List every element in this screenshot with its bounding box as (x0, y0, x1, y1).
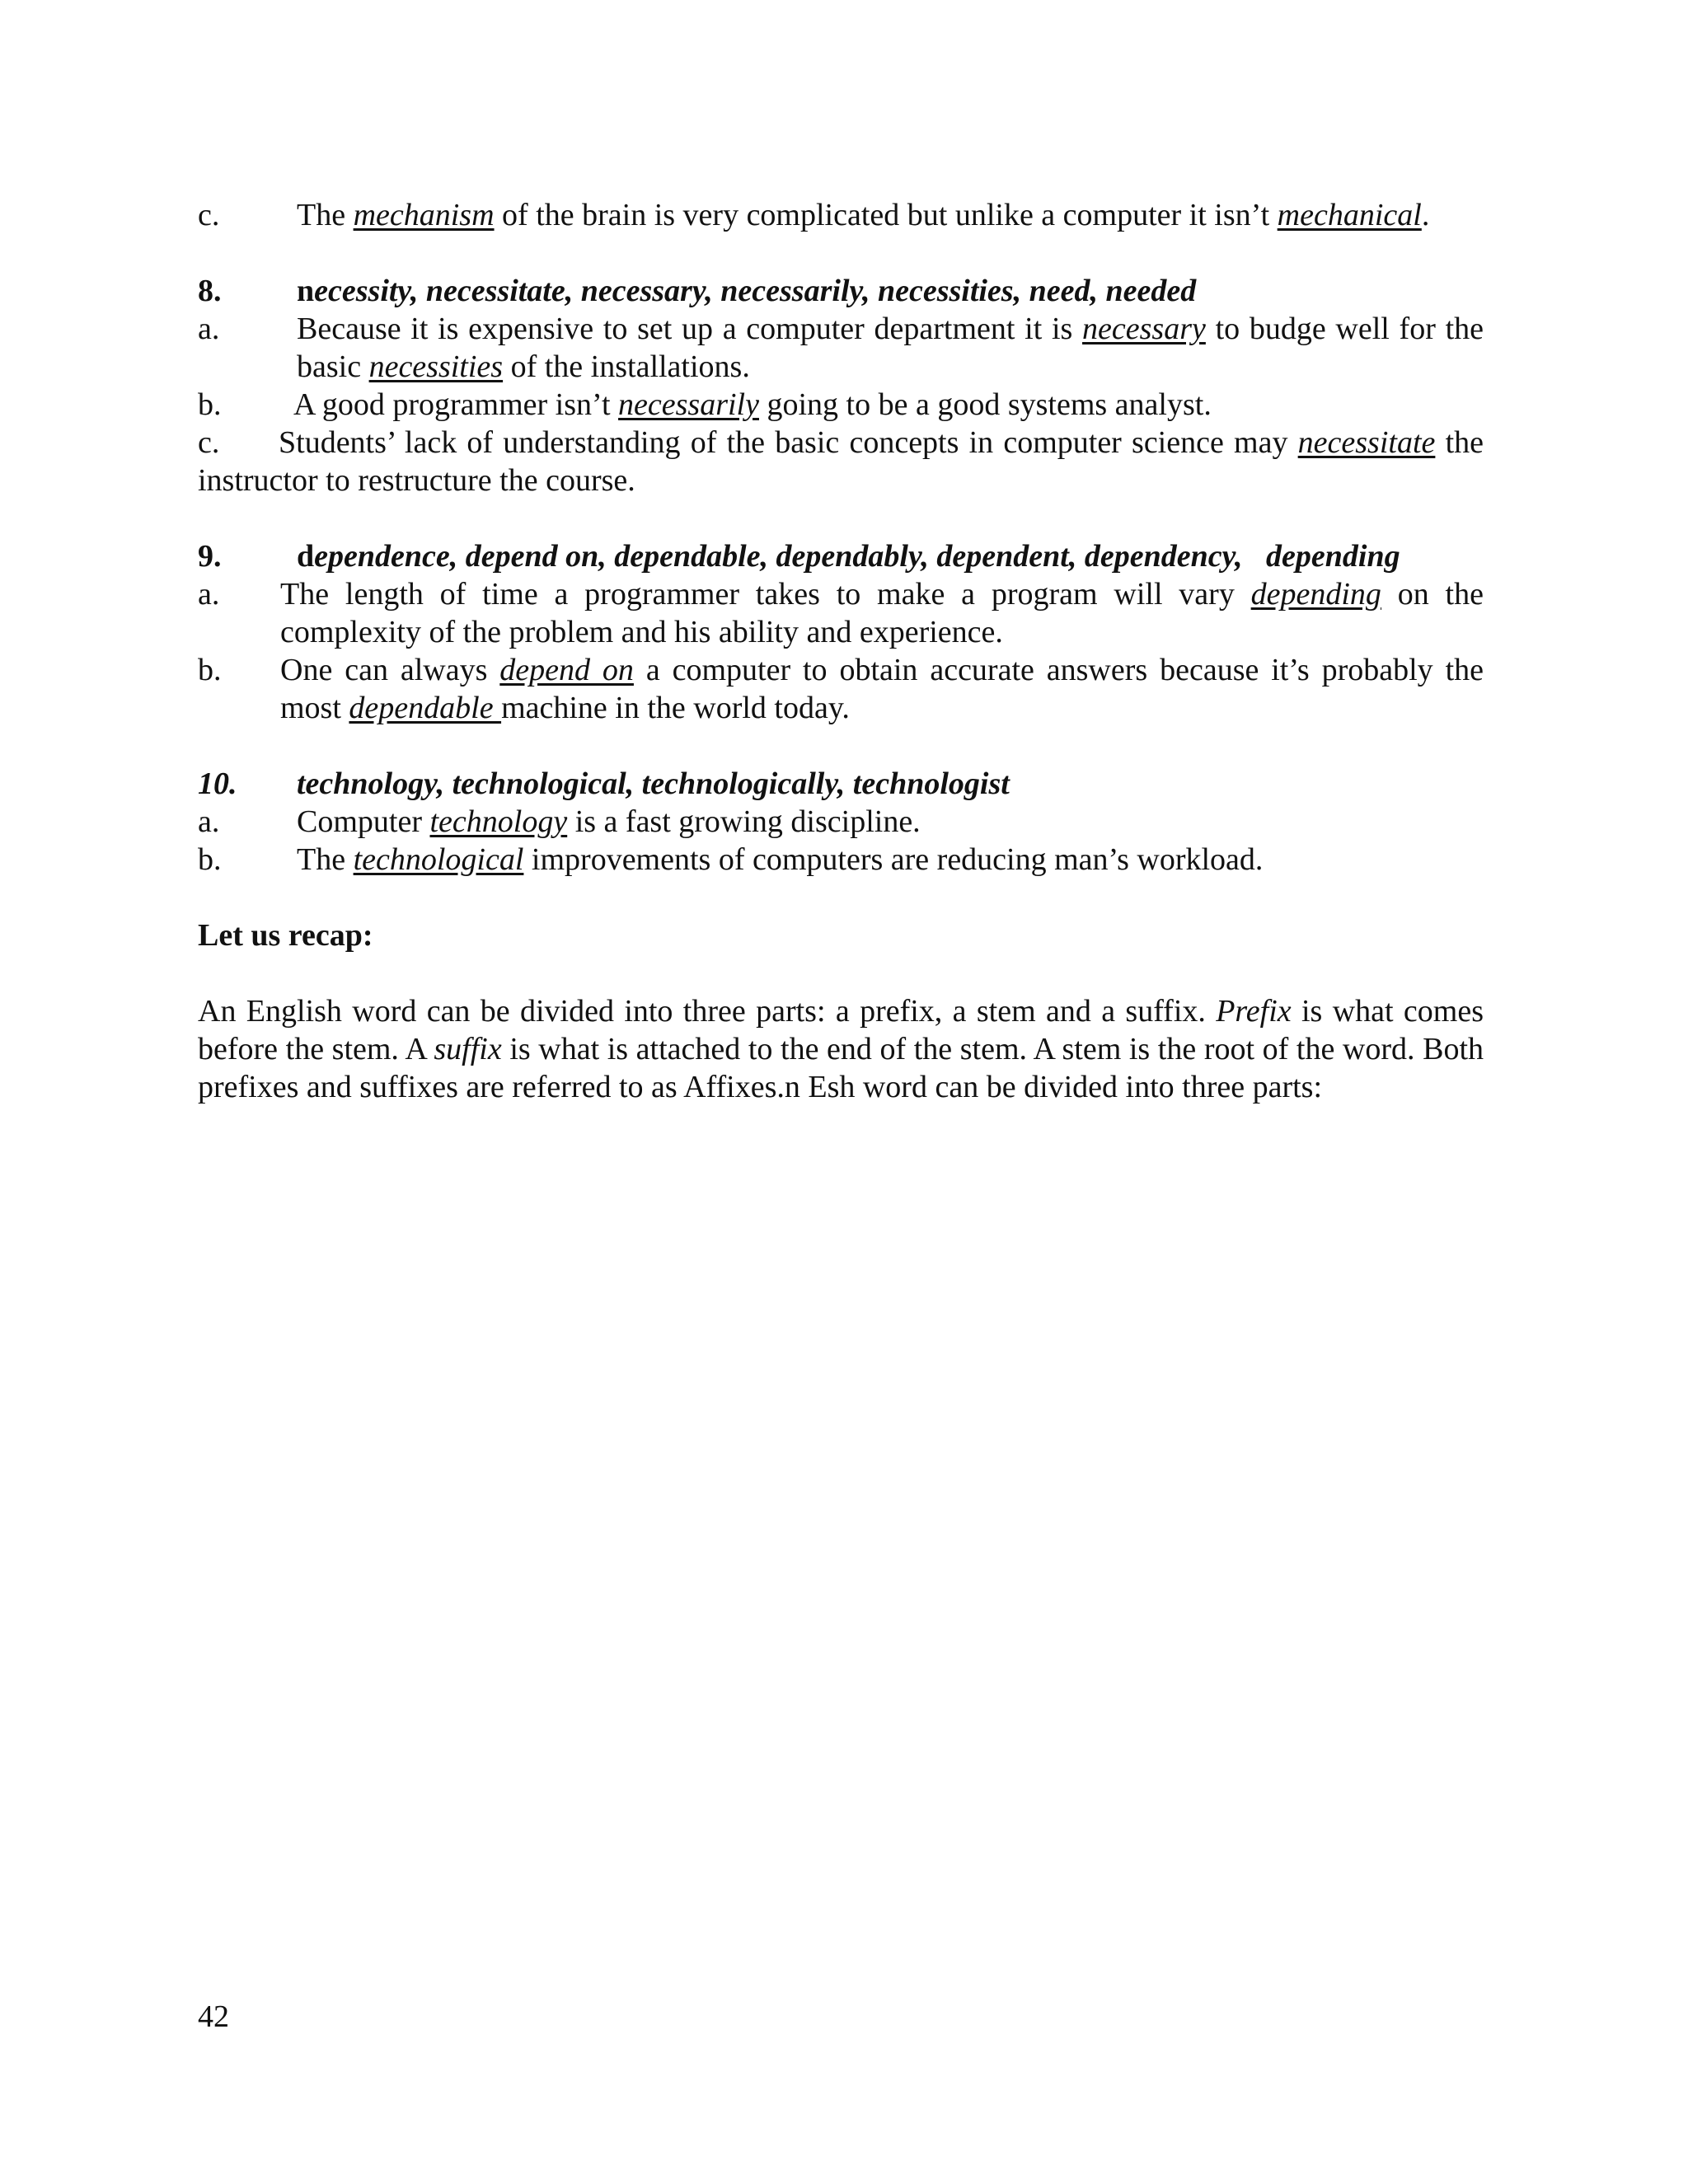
recap-heading: Let us recap: (198, 918, 373, 953)
exercise-10b: b. The technological improvements of computers are reducing man’s workload. (198, 842, 1264, 877)
item-label: b. (198, 653, 222, 687)
answer-word: necessities (368, 349, 504, 384)
exercise-10a: a. Computer technology is a fast growing discipline. (198, 804, 921, 839)
answer-word: depending (1250, 577, 1381, 612)
section-number: 8. (198, 274, 222, 308)
page-number: 42 (198, 1999, 229, 2034)
exercise-7c: c. The mechanism of the brain is very complicated but unlike a computer it isn’t mechanical. (198, 198, 1430, 232)
answer-word: mechanical (1277, 198, 1422, 232)
answer-word: depend on (499, 653, 634, 687)
item-label: a. (198, 804, 220, 839)
item-label: a. (198, 312, 220, 346)
item-label: c. (198, 198, 220, 232)
recap-paragraph: An English word can be divided into three parts: a prefix, a stem and a suffix. Prefix is what comes before the stem. A suffix is what is attached to the end of the stem. A stem is the root of the word. Both prefixes and suffixes are referred to as Affixes.n Esh word can be divided into three parts: (198, 994, 1484, 1104)
answer-word: dependable (349, 691, 502, 725)
exercise-9b: b. One can always depend on a computer to obtain accurate answers because it’s probably the most dependable machine in the world today. (198, 653, 1484, 725)
exercise-8c: c. Students’ lack of understanding of the basic concepts in computer science may necessitate the instructor to restructure the course. (198, 425, 1484, 498)
section-number: 9. (198, 539, 222, 574)
item-label: b. (198, 387, 222, 422)
answer-word: necessary (1082, 312, 1206, 346)
section-8-heading: 8. necessity, necessitate, necessary, necessarily, necessities, need, needed (198, 274, 1197, 308)
answer-word: necessitate (1297, 425, 1436, 460)
exercise-8b: b. A good programmer isn’t necessarily going to be a good systems analyst. (198, 387, 1212, 422)
answer-word: necessarily (618, 387, 759, 422)
answer-word: technology (429, 804, 568, 839)
page-content (198, 196, 1484, 1106)
section-10-heading: 10. technology, technological, technologically, technologist (198, 766, 1010, 801)
answer-word: technological (353, 842, 524, 877)
item-label: c. (198, 425, 220, 460)
item-label: a. (198, 577, 220, 612)
answer-word: mechanism (353, 198, 495, 232)
section-9-heading: 9. dependence, depend on, dependable, dependably, dependent, dependency, depending (198, 539, 1400, 574)
item-label: b. (198, 842, 222, 877)
exercise-8a: a. Because it is expensive to set up a computer department it is necessary to budge well for the basic necessities of the installations. (198, 312, 1484, 384)
exercise-9a: a. The length of time a programmer takes to make a program will vary depending on the complexity of the problem and his ability and experience. (198, 577, 1484, 649)
section-number: 10. (198, 766, 237, 801)
